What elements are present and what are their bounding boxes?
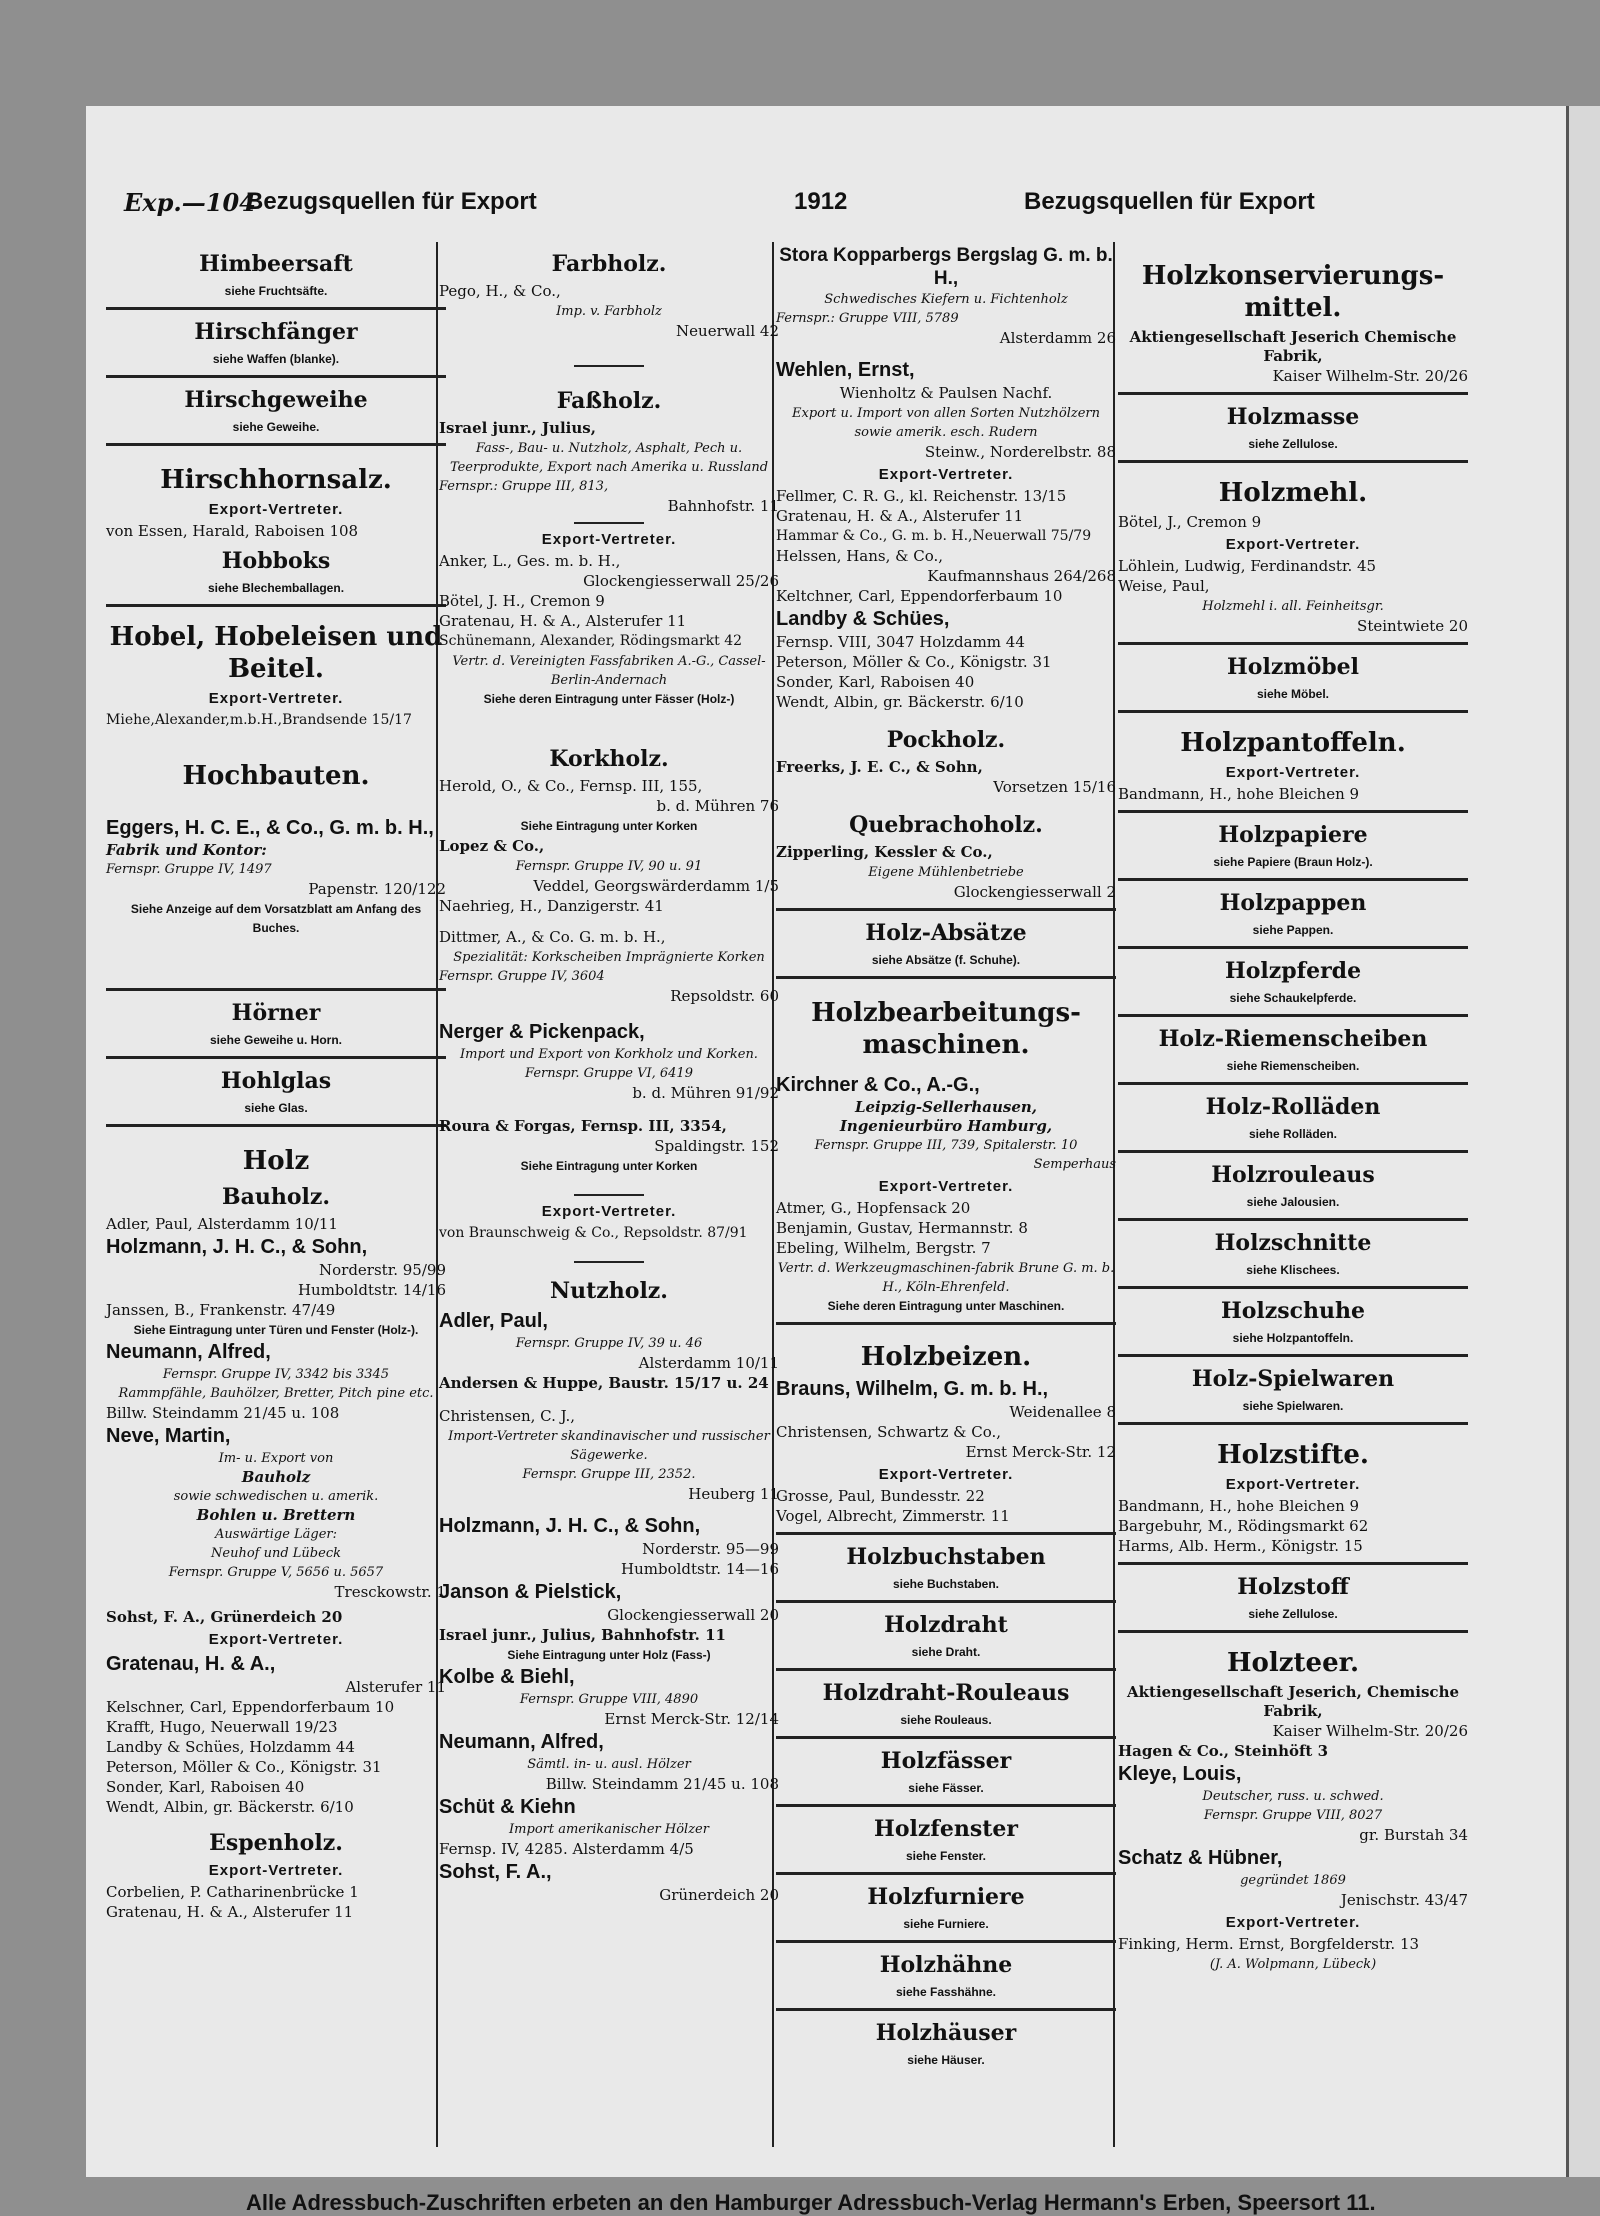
list-item: Christensen, C. J., [439,1407,576,1425]
firm-address: Vorsetzen 15/16 [993,778,1116,796]
list-item: Bandmann, H., hohe Bleichen 9 [1118,785,1360,803]
list-item: Pego, H., & Co., [439,282,561,300]
divider [1118,1218,1468,1221]
heading: Holzpapiere [1218,822,1368,848]
firm-name: Schüt & Kiehn [439,1796,576,1818]
heading: Holzstoff [1237,1574,1349,1600]
firm-address: Heuberg 11 [688,1485,779,1503]
see-reference: siehe Möbel. [1256,687,1330,701]
divider [106,443,446,446]
export-vertreter-label: Export-Vertreter. [541,531,677,548]
see-reference: siehe Geweihe. [232,420,320,434]
see-reference: siehe Klischees. [1246,1263,1340,1277]
export-vertreter-label: Export-Vertreter. [208,501,344,518]
firm-address: Glockengiesserwall 20 [607,1606,779,1624]
firm-address: b. d. Mühren 91/92 [632,1084,779,1102]
firm-address: Veddel, Georgswärderdamm 1/5 [533,877,779,895]
firm-detail: Fernspr.: Gruppe VIII, 5789 [776,311,959,326]
see-reference: siehe Draht. [911,1645,981,1659]
export-vertreter-label: Export-Vertreter. [208,1631,344,1648]
heading: Holzstifte. [1217,1440,1369,1470]
divider [574,522,644,524]
export-vertreter-label: Export-Vertreter. [1225,1914,1361,1931]
page-number: Exp.—104 [124,188,256,217]
divider [776,1872,1116,1875]
firm-address: Kaiser Wilhelm-Str. 20/26 [1272,1722,1468,1740]
list-item: Zipperling, Kessler & Co., [776,843,993,861]
list-item: Bötel, J. H., Cremon 9 [439,592,605,610]
firm-address: Alsterdamm 26 [999,329,1116,347]
firm-detail: Vertr. d. Werkzeugmaschinen-fabrik Brune G. m. b. H., Köln-Ehrenfeld. [777,1261,1115,1295]
firm-detail: Fernspr. Gruppe IV, 3604 [439,969,605,984]
firm-name: Neumann, Alfred, [106,1341,271,1363]
export-vertreter-label: Export-Vertreter. [1225,536,1361,553]
see-reference: siehe Buchstaben. [892,1577,1000,1591]
divider [1118,946,1468,949]
list-item: Ebeling, Wilhelm, Bergstr. 7 [776,1239,991,1257]
see-reference: siehe Blechemballagen. [207,581,345,595]
firm-name: Kleye, Louis, [1118,1763,1242,1785]
firm-detail: Fernspr. Gruppe IV, 3342 bis 3345 [162,1367,390,1382]
list-item: Corbelien, P. Catharinenbrücke 1 [106,1883,359,1901]
list-item: Löhlein, Ludwig, Ferdinandstr. 45 [1118,557,1377,575]
divider [1118,810,1468,813]
list-item: Anker, L., Ges. m. b. H., [439,552,621,570]
firm-detail: Import amerikanischer Hölzer [509,1822,709,1837]
heading: Himbeersaft [199,251,353,277]
divider [574,1194,644,1196]
list-item: Janssen, B., Frankenstr. 47/49 [106,1301,336,1319]
firm-name: Janson & Pielstick, [439,1581,622,1603]
firm-address: Glockengiesserwall 2 [953,883,1116,901]
firm-address: Steinw., Norderelbstr. 88 [924,443,1116,461]
heading: Holzbeizen. [860,1342,1032,1372]
list-item: Christensen, Schwartz & Co., [776,1423,1002,1441]
firm-note: Siehe Anzeige auf dem Vorsatzblatt am Anfang des Buches. [130,902,422,935]
see-reference: siehe Zellulose. [1248,1607,1338,1621]
firm-address: Humboldtstr. 14—16 [621,1560,779,1578]
header-year: 1912 [794,188,848,215]
heading: Holzmöbel [1227,654,1359,680]
firm-address: Norderstr. 95/99 [319,1261,446,1279]
firm-address: Alsterufer 11 [345,1678,446,1696]
divider [106,375,446,378]
divider [776,1600,1116,1603]
firm-address: Norderstr. 95—99 [642,1540,779,1558]
firm-note: Siehe deren Eintragung unter Maschinen. [827,1299,1065,1313]
firm-detail: Rammpfähle, Bauhölzer, Bretter, Pitch pine etc. [118,1386,434,1401]
list-item: Aktiengesellschaft Jeserich, Chemische Fabrik, [1126,1683,1460,1720]
firm-note: Siehe Eintragung unter Korken [520,819,698,833]
heading: Hirschfänger [194,319,358,345]
firm-name: Neumann, Alfred, [439,1731,604,1753]
heading: Quebrachoholz. [849,812,1043,838]
page [86,106,1566,2215]
heading: Holzbearbeitungs-maschinen. [811,998,1081,1060]
heading: Holz-Spielwaren [1191,1366,1395,1392]
heading: Holz [242,1146,310,1176]
see-reference: siehe Rouleaus. [900,1713,992,1727]
firm-detail: sowie schwedischen u. amerik. [173,1489,379,1504]
heading: Holzteer. [1226,1648,1359,1678]
see-reference: siehe Holzpantoffeln. [1232,1331,1354,1345]
divider [574,365,644,367]
list-item: Fellmer, C. R. G., kl. Reichenstr. 13/15 [776,487,1067,505]
firm-detail: Fernspr. Gruppe VI, 6419 [525,1066,693,1081]
heading: Holzpferde [1224,958,1362,984]
heading: Holzfurniere [867,1884,1025,1910]
list-item: Landby & Schües, Holzdamm 44 [106,1738,355,1756]
heading: Nutzholz. [550,1278,668,1304]
firm-detail: Auswärtige Läger: [214,1527,338,1542]
firm-address: Billw. Steindamm 21/45 u. 108 [106,1404,340,1422]
heading: Holzschuhe [1220,1298,1366,1324]
header-title-right: Bezugsquellen für Export [1024,188,1315,215]
firm-address: Fernsp. VIII, 3047 Holzdamm 44 [776,633,1025,651]
firm-name: Gratenau, H. & A., [106,1653,276,1675]
heading: Faßholz. [556,388,662,414]
see-reference: siehe Glas. [244,1101,308,1115]
list-item: von Braunschweig & Co., Repsoldstr. 87/91 [439,1225,748,1241]
list-item: Bandmann, H., hohe Bleichen 9 [1118,1497,1360,1515]
list-item: Dittmer, A., & Co. G. m. b. H., [439,928,666,946]
list-item: Israel junr., Julius, Bahnhofstr. 11 [439,1626,726,1644]
firm-detail: Fass-, Bau- u. Nutzholz, Asphalt, Pech u. Teerprodukte, Export nach Amerika u. Russland [449,441,769,475]
list-item: Gratenau, H. & A., Alsterufer 11 [439,612,687,630]
see-reference: siehe Waffen (blanke). [212,352,340,366]
firm-detail: Import und Export von Korkholz und Korken. [460,1047,758,1062]
firm-address: Humboldtstr. 14/16 [297,1281,446,1299]
subheading: Bauholz. [221,1184,331,1210]
list-item: Finking, Herm. Ernst, Borgfelderstr. 13 [1118,1935,1420,1953]
heading: Holzschnitte [1214,1230,1372,1256]
export-vertreter-label: Export-Vertreter. [878,1178,1014,1195]
firm-name: Landby & Schües, [776,608,950,630]
firm-name: Schatz & Hübner, [1118,1847,1283,1869]
list-item: Bötel, J., Cremon 9 [1118,513,1262,531]
divider [1118,878,1468,881]
firm-detail: Fernspr. Gruppe VIII, 4890 [519,1692,699,1707]
heading: Hohlglas [220,1068,332,1094]
list-item: Miehe,Alexander,m.b.H.,Brandsende 15/17 [106,712,412,728]
firm-detail: Schwedisches Kiefern u. Fichtenholz [824,292,1068,307]
divider [1118,642,1468,645]
list-item: Naehrieg, H., Danzigerstr. 41 [439,897,664,915]
column-4 [1118,244,1468,1974]
heading: Holzpappen [1219,890,1367,916]
list-item: Vogel, Albrecht, Zimmerstr. 11 [776,1507,1010,1525]
see-reference: siehe Pappen. [1252,923,1334,937]
divider [1118,710,1468,713]
firm-detail: Deutscher, russ. u. schwed. [1202,1789,1384,1804]
firm-detail: Neuhof und Lübeck [211,1546,341,1561]
firm-detail: Bauholz [241,1468,311,1486]
list-item: Sonder, Karl, Raboisen 40 [776,673,975,691]
see-reference: siehe Spielwaren. [1242,1399,1344,1413]
list-item: Wendt, Albin, gr. Bäckerstr. 6/10 [776,693,1024,711]
see-reference: siehe Furniere. [903,1917,989,1931]
header-title-left: Bezugsquellen für Export [246,188,537,215]
adjacent-page-edge [1566,106,1600,2177]
divider [1118,1354,1468,1357]
export-vertreter-label: Export-Vertreter. [541,1203,677,1220]
firm-name: Kolbe & Biehl, [439,1666,575,1688]
export-vertreter-label: Export-Vertreter. [208,1862,344,1879]
divider [776,2008,1116,2011]
firm-detail: Import-Vertreter skandinavischer und russischer Sägewerke. [448,1429,770,1463]
heading: Holzdraht-Rouleaus [822,1680,1070,1706]
firm-address: Ernst Merck-Str. 12/14 [604,1710,779,1728]
firm-address: Bahnhofstr. 11 [667,497,779,515]
divider [1118,460,1468,463]
firm-note: Siehe Eintragung unter Holz (Fass-) [507,1648,711,1662]
divider [776,976,1116,979]
firm-address: Fernsp. IV, 4285. Alsterdamm 4/5 [439,1840,694,1858]
heading: Holzmasse [1226,404,1360,430]
heading: Hobel, Hobeleisen und Beitel. [109,622,443,684]
list-item: Kelschner, Carl, Eppendorferbaum 10 [106,1698,395,1716]
list-item: Sonder, Karl, Raboisen 40 [106,1778,305,1796]
firm-detail: Fernspr. Gruppe IV, 1497 [106,862,272,877]
firm-name: Holzmann, J. H. C., & Sohn, [439,1515,701,1537]
firm-name: Holzmann, J. H. C., & Sohn, [106,1236,368,1258]
firm-detail: Bohlen u. Brettern [196,1506,356,1524]
list-item: Peterson, Möller & Co., Königstr. 31 [776,653,1052,671]
divider [106,988,446,991]
export-vertreter-label: Export-Vertreter. [878,1466,1014,1483]
firm-detail: Fernspr. Gruppe III, 2352. [522,1467,696,1482]
firm-note: Siehe Eintragung unter Korken [520,1159,698,1173]
firm-address: Weidenallee 8 [1009,1403,1116,1421]
heading: Holz-Absätze [865,920,1027,946]
firm-detail: Vertr. d. Vereinigten Fassfabriken A.-G., Cassel-Berlin-Andernach [452,654,766,688]
list-item: Lopez & Co., [439,837,545,855]
divider [106,307,446,310]
firm-detail: Spezialität: Korkscheiben Imprägnierte Korken [453,950,765,965]
list-item: Helssen, Hans, & Co., [776,547,944,565]
divider [776,1668,1116,1671]
heading: Holzbuchstaben [846,1544,1046,1570]
firm-name: Neve, Martin, [106,1425,231,1447]
firm-note: Siehe deren Eintragung unter Fässer (Holz-) [483,692,735,706]
divider [776,1804,1116,1807]
list-item: von Essen, Harald, Raboisen 108 [106,522,359,540]
firm-address: Repsoldstr. 60 [670,987,779,1005]
list-item: Weise, Paul, [1118,577,1210,595]
heading: Holz-Rolläden [1205,1094,1381,1120]
page-header [124,188,1504,228]
list-item: Atmer, G., Hopfensack 20 [776,1199,971,1217]
firm-address: Jenischstr. 43/47 [1340,1891,1468,1909]
firm-detail: Semperhaus [1033,1157,1116,1172]
firm-address: Kaiser Wilhelm-Str. 20/26 [1272,367,1468,385]
heading: Holzhähne [879,1952,1013,1978]
heading: Holzfässer [880,1748,1012,1774]
divider [1118,1082,1468,1085]
list-item: Sohst, F. A., Grünerdeich 20 [106,1608,343,1626]
see-reference: siehe Fasshähne. [895,1985,997,1999]
firm-detail: Imp. v. Farbholz [556,304,662,319]
export-vertreter-label: Export-Vertreter. [1225,764,1361,781]
see-reference: siehe Riemenscheiben. [1226,1059,1360,1073]
divider [1118,1422,1468,1425]
divider [1118,1150,1468,1153]
see-reference: siehe Rolläden. [1248,1127,1338,1141]
heading: Hobboks [221,548,331,574]
list-item: Krafft, Hugo, Neuerwall 19/23 [106,1718,338,1736]
see-reference: siehe Geweihe u. Horn. [209,1033,343,1047]
list-item: Aktiengesellschaft Jeserich Chemische Fabrik, [1129,328,1457,365]
export-vertreter-label: Export-Vertreter. [878,466,1014,483]
firm-address: gr. Burstah 34 [1359,1826,1468,1844]
firm-detail: Sämtl. in- u. ausl. Hölzer [527,1757,691,1772]
firm-detail: Eigene Mühlenbetriebe [868,865,1024,880]
firm-detail: Wienholtz & Paulsen Nachf. [839,384,1053,402]
firm-name: Wehlen, Ernst, [776,359,915,381]
heading: Hirschhornsalz. [160,465,392,495]
heading: Farbholz. [551,251,667,277]
see-reference: siehe Absätze (f. Schuhe). [871,953,1021,967]
list-item: Gratenau, H. & A., Alsterufer 11 [776,507,1024,525]
list-item: Hagen & Co., Steinhöft 3 [1118,1742,1329,1760]
heading: Holzpantoffeln. [1180,728,1406,758]
firm-detail: Fernspr. Gruppe IV, 90 u. 91 [515,859,703,874]
firm-name: Eggers, H. C. E., & Co., G. m. b. H., [106,817,434,839]
divider [1118,392,1468,395]
firm-address: Tresckowstr. 1 [334,1583,446,1601]
heading: Holzfenster [874,1816,1018,1842]
firm-detail: Fernspr. Gruppe VIII, 8027 [1203,1808,1383,1823]
heading: Holz-Riemenscheiben [1158,1026,1428,1052]
firm-detail: Fernspr. Gruppe IV, 39 u. 46 [515,1336,703,1351]
firm-detail: Fernspr. Gruppe V, 5656 u. 5657 [168,1565,384,1580]
firm-detail: Fernspr.: Gruppe III, 813, [439,479,609,494]
firm-name: Kirchner & Co., A.-G., [776,1074,980,1096]
divider [776,908,1116,911]
firm-detail: Holzmehl i. all. Feinheitsgr. [1202,599,1384,614]
firm-address: Spaldingstr. 152 [654,1137,779,1155]
divider [106,1056,446,1059]
heading: Korkholz. [549,746,669,772]
see-reference: siehe Fenster. [905,1849,987,1863]
firm-address: b. d. Mühren 76 [656,797,779,815]
firm-detail: Ingenieurbüro Hamburg, [839,1117,1053,1135]
firm-detail: gegründet 1869 [1240,1873,1346,1888]
firm-detail: Im- u. Export von [218,1451,334,1466]
see-reference: siehe Schaukelpferde. [1229,991,1357,1005]
list-item: Kaufmannshaus 264/268 [927,567,1116,585]
divider [574,1261,644,1263]
list-item: Herold, O., & Co., Fernsp. III, 155, [439,777,703,795]
divider [106,604,446,607]
heading: Holzdraht [884,1612,1008,1638]
list-item: Andersen & Huppe, Baustr. 15/17 u. 24 [439,1374,769,1392]
divider [1118,1562,1468,1565]
firm-address: Alsterdamm 10/11 [638,1354,779,1372]
export-vertreter-label: Export-Vertreter. [1225,1476,1361,1493]
list-item: Freerks, J. E. C., & Sohn, [776,758,983,776]
divider [776,1532,1116,1535]
list-item: Schünemann, Alexander, Rödingsmarkt 42 [439,633,743,649]
firm-detail: Export u. Import von allen Sorten Nutzhölzern sowie amerik. esch. Rudern [792,406,1100,440]
firm-address: Papenstr. 120/122 [308,880,446,898]
firm-address: Ernst Merck-Str. 12 [965,1443,1116,1461]
list-item: Grosse, Paul, Bundesstr. 22 [776,1487,985,1505]
list-item: Keltchner, Carl, Eppendorferbaum 10 [776,587,1063,605]
heading: Holzkonservierungs-mittel. [1141,261,1445,323]
list-item: Benjamin, Gustav, Hermannstr. 8 [776,1219,1028,1237]
heading: Holzrouleaus [1211,1162,1375,1188]
firm-name: Nerger & Pickenpack, [439,1021,645,1043]
see-reference: siehe Fruchtsäfte. [224,284,328,298]
divider [776,1940,1116,1943]
divider [106,1124,446,1127]
firm-detail: Leipzig-Sellerhausen, [854,1098,1038,1116]
list-item: Roura & Forgas, Fernsp. III, 3354, [439,1117,727,1135]
heading: Holzhäuser [875,2020,1017,2046]
list-item: Bargebuhr, M., Rödingsmarkt 62 [1118,1517,1369,1535]
firm-name: Stora Kopparbergs Bergslag G. m. b. H., [779,245,1113,289]
see-reference: siehe Zellulose. [1248,437,1338,451]
see-reference: siehe Fässer. [908,1781,984,1795]
list-item: Hammar & Co., G. m. b. H.,Neuerwall 75/79 [776,528,1092,544]
see-reference: siehe Häuser. [907,2053,985,2067]
divider [1118,1630,1468,1633]
list-item: Wendt, Albin, gr. Bäckerstr. 6/10 [106,1798,354,1816]
heading: Hochbauten. [182,761,370,791]
divider [776,1736,1116,1739]
firm-name: Adler, Paul, [439,1310,548,1332]
heading: Hirschgeweihe [184,387,368,413]
firm-detail: (J. A. Wolpmann, Lübeck) [1209,1957,1377,1972]
firm-detail: Fernspr. Gruppe III, 739, Spitalerstr. 10 [814,1138,1078,1153]
list-item: Adler, Paul, Alsterdamm 10/11 [106,1215,338,1233]
firm-address: Neuerwall 42 [676,322,779,340]
firm-address: Steintwiete 20 [1357,617,1468,635]
list-item: Glockengiesserwall 25/26 [583,572,779,590]
page-footer: Alle Adressbuch-Zuschriften erbeten an den Hamburger Adressbuch-Verlag Hermann's Erben, Speersort 11. [246,2190,1376,2215]
firm-detail: Fabrik und Kontor: [106,841,267,859]
see-reference: siehe Jalousien. [1246,1195,1340,1209]
heading: Pockholz. [886,727,1006,753]
heading: Hörner [231,1000,321,1026]
divider [776,1322,1116,1325]
firm-name: Brauns, Wilhelm, G. m. b. H., [776,1378,1049,1400]
firm-note: Siehe Eintragung unter Türen und Fenster (Holz-). [133,1323,419,1337]
list-item: Israel junr., Julius, [439,419,596,437]
divider [1118,1014,1468,1017]
divider [1118,1286,1468,1289]
firm-address: Billw. Steindamm 21/45 u. 108 [545,1775,779,1793]
list-item: Gratenau, H. & A., Alsterufer 11 [106,1903,354,1921]
column-1 [106,244,446,1923]
column-3 [776,244,1116,2074]
heading: Espenholz. [209,1830,343,1856]
column-2 [439,244,779,1906]
export-vertreter-label: Export-Vertreter. [208,690,344,707]
list-item: Peterson, Möller & Co., Königstr. 31 [106,1758,382,1776]
firm-address: Grünerdeich 20 [659,1886,779,1904]
heading: Holzmehl. [1218,478,1368,508]
list-item: Harms, Alb. Herm., Königstr. 15 [1118,1537,1363,1555]
see-reference: siehe Papiere (Braun Holz-). [1213,855,1373,869]
firm-name: Sohst, F. A., [439,1861,552,1883]
